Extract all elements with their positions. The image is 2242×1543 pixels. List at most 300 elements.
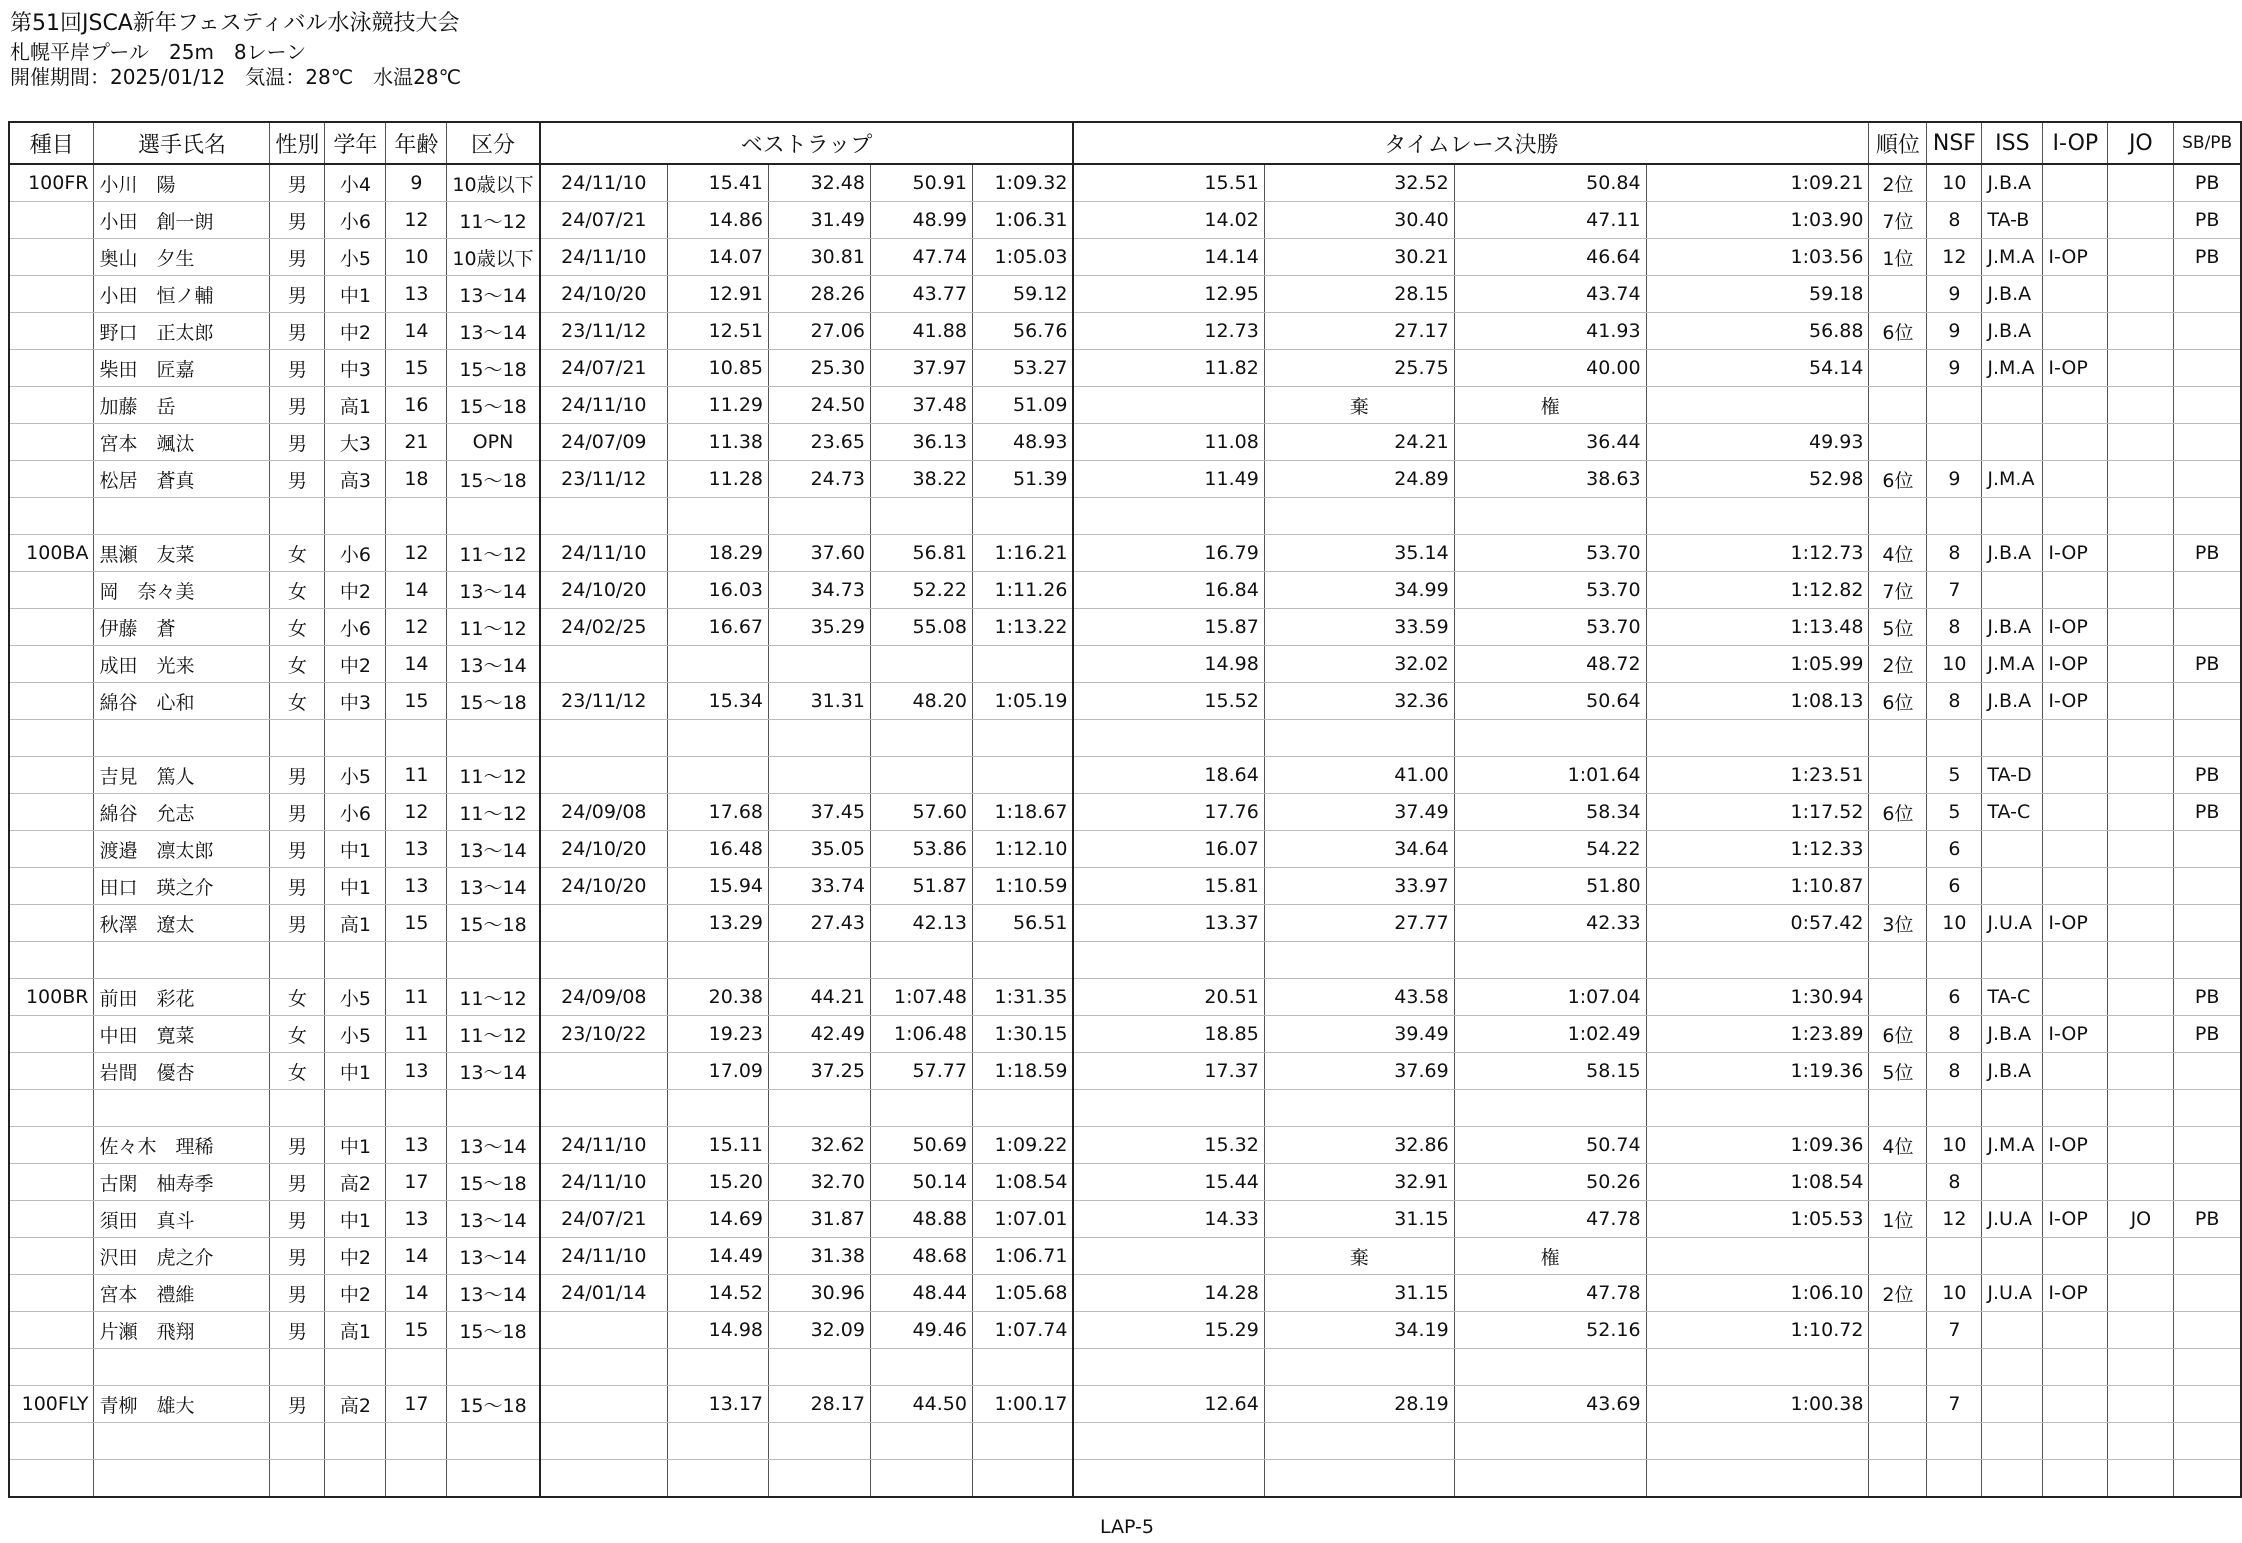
cell-final-lap1: 14.98 [1073,646,1264,683]
cell-best-date: 24/11/10 [540,1164,668,1201]
cell-division: 10歳以下 [447,239,540,276]
cell-best-lap3: 36.13 [870,424,972,461]
cell-jo [2108,609,2174,646]
cell-iop [2043,1164,2108,1201]
cell-final-lap1: 15.52 [1073,683,1264,720]
cell-rank: 5位 [1869,609,1927,646]
cell-division: 13～14 [447,868,540,905]
cell-name: 小田 恒ノ輔 [94,276,270,313]
cell-sbpb [2174,1238,2241,1275]
cell-best-lap3: 37.48 [870,387,972,424]
cell-final-lap2: 34.19 [1264,1312,1454,1349]
cell-best-time [972,1349,1073,1386]
cell-nsf: 7 [1927,1312,1982,1349]
cell-best-lap1: 15.41 [668,164,769,202]
cell-iss [1982,1386,2043,1423]
cell-best-lap3: 57.60 [870,794,972,831]
cell-best-lap1: 16.03 [668,572,769,609]
cell-iss: J.U.A [1982,905,2043,942]
cell-final-lap1 [1073,720,1264,757]
cell-grade: 小6 [325,202,386,239]
cell-best-lap2: 44.21 [769,979,871,1016]
cell-age: 11 [386,757,447,794]
cell-event [9,794,94,831]
table-row [9,1312,2241,1349]
cell-name [94,1460,270,1498]
cell-rank: 6位 [1869,313,1927,350]
cell-final-lap2: 41.00 [1264,757,1454,794]
table-row [9,1460,2241,1498]
cell-sex: 男 [270,794,325,831]
cell-best-lap1: 19.23 [668,1016,769,1053]
cell-best-lap3: 55.08 [870,609,972,646]
cell-best-lap2 [769,1090,871,1127]
cell-jo [2108,1312,2174,1349]
cell-iss: J.M.A [1982,239,2043,276]
cell-grade: 小6 [325,609,386,646]
cell-best-lap3 [870,1460,972,1498]
cell-grade: 大3 [325,424,386,461]
cell-iss [1982,1349,2043,1386]
cell-final-lap2: 34.99 [1264,572,1454,609]
cell-division [447,1460,540,1498]
cell-division [447,1090,540,1127]
cell-sex: 男 [270,387,325,424]
cell-grade: 中1 [325,1053,386,1090]
col-header-sbpb: SB/PB [2174,122,2241,164]
table-row [9,239,2241,276]
cell-best-lap2: 33.74 [769,868,871,905]
cell-best-lap3: 50.69 [870,1127,972,1164]
cell-iop [2043,461,2108,498]
cell-iss: J.B.A [1982,1053,2043,1090]
cell-name: 野口 正太郎 [94,313,270,350]
col-header-event: 種目 [9,122,94,164]
cell-rank: 2位 [1869,164,1927,202]
cell-iop: I-OP [2043,905,2108,942]
cell-event [9,942,94,979]
cell-division: 13～14 [447,313,540,350]
cell-event: 100BR [9,979,94,1016]
cell-grade: 中2 [325,313,386,350]
cell-name [94,498,270,535]
cell-final-lap3: 1:02.49 [1454,1016,1646,1053]
cell-final-time [1646,1423,1869,1460]
cell-name: 宮本 颯汰 [94,424,270,461]
cell-final-lap3: 58.34 [1454,794,1646,831]
cell-final-lap2: 43.58 [1264,979,1454,1016]
cell-nsf [1927,387,1982,424]
cell-event [9,831,94,868]
cell-best-time: 1:11.26 [972,572,1073,609]
cell-final-time: 1:10.72 [1646,1312,1869,1349]
cell-name: 佐々木 理稀 [94,1127,270,1164]
cell-jo [2108,979,2174,1016]
cell-division: 15～18 [447,387,540,424]
cell-sex: 男 [270,461,325,498]
cell-jo [2108,461,2174,498]
table-row [9,979,2241,1016]
cell-rank: 3位 [1869,905,1927,942]
cell-final-time [1646,1090,1869,1127]
cell-division [447,498,540,535]
cell-final-lap2 [1264,720,1454,757]
cell-name: 綿谷 心和 [94,683,270,720]
cell-nsf [1927,1238,1982,1275]
cell-nsf: 10 [1927,905,1982,942]
cell-iss: J.B.A [1982,535,2043,572]
col-header-iss: ISS [1982,122,2043,164]
cell-iss: J.M.A [1982,350,2043,387]
cell-best-lap2: 34.73 [769,572,871,609]
cell-name: 田口 瑛之介 [94,868,270,905]
cell-best-lap3 [870,942,972,979]
cell-name: 柴田 匠嘉 [94,350,270,387]
cell-final-lap3: 38.63 [1454,461,1646,498]
table-row [9,350,2241,387]
cell-iop: I-OP [2043,1275,2108,1312]
cell-age: 11 [386,1016,447,1053]
cell-best-lap2: 35.29 [769,609,871,646]
cell-final-time: 1:12.33 [1646,831,1869,868]
cell-final-lap3: 50.74 [1454,1127,1646,1164]
cell-final-lap3 [1454,720,1646,757]
cell-sbpb [2174,1312,2241,1349]
cell-final-lap3: 47.78 [1454,1275,1646,1312]
cell-final-lap3: 43.74 [1454,276,1646,313]
cell-division: 11～12 [447,1016,540,1053]
cell-sbpb [2174,461,2241,498]
cell-best-lap2: 30.81 [769,239,871,276]
cell-sbpb: PB [2174,164,2241,202]
cell-rank: 4位 [1869,535,1927,572]
cell-iss: TA-C [1982,794,2043,831]
cell-division: OPN [447,424,540,461]
cell-final-lap1: 12.73 [1073,313,1264,350]
cell-best-lap3: 57.77 [870,1053,972,1090]
cell-age: 17 [386,1164,447,1201]
cell-event [9,1053,94,1090]
cell-best-lap1: 16.67 [668,609,769,646]
cell-sex [270,1349,325,1386]
cell-final-lap2 [1264,1349,1454,1386]
cell-final-lap2: 棄 [1264,1238,1454,1275]
cell-iop [2043,942,2108,979]
cell-sex: 男 [270,1164,325,1201]
cell-event [9,646,94,683]
cell-division: 13～14 [447,1275,540,1312]
cell-grade: 中3 [325,350,386,387]
cell-nsf: 8 [1927,609,1982,646]
cell-final-time [1646,1238,1869,1275]
cell-best-lap1: 11.29 [668,387,769,424]
cell-final-lap2 [1264,1423,1454,1460]
cell-sbpb [2174,350,2241,387]
cell-best-lap2: 32.09 [769,1312,871,1349]
col-header-sex: 性別 [270,122,325,164]
cell-final-lap1: 16.07 [1073,831,1264,868]
cell-final-lap1 [1073,387,1264,424]
cell-sbpb [2174,1386,2241,1423]
cell-rank [1869,979,1927,1016]
cell-rank [1869,276,1927,313]
cell-iop [2043,1386,2108,1423]
cell-event [9,609,94,646]
cell-best-date: 24/09/08 [540,979,668,1016]
cell-division: 11～12 [447,609,540,646]
cell-final-lap3: 権 [1454,387,1646,424]
cell-final-time: 1:08.13 [1646,683,1869,720]
cell-best-lap3 [870,720,972,757]
cell-final-time: 1:08.54 [1646,1164,1869,1201]
cell-best-lap3: 47.74 [870,239,972,276]
cell-best-date [540,1053,668,1090]
cell-sbpb [2174,424,2241,461]
cell-best-lap3: 44.50 [870,1386,972,1423]
cell-name: 中田 寛菜 [94,1016,270,1053]
cell-event [9,313,94,350]
cell-grade: 中1 [325,868,386,905]
cell-sex: 男 [270,1201,325,1238]
table-row [9,794,2241,831]
table-row [9,387,2241,424]
cell-sex: 男 [270,350,325,387]
cell-name: 吉見 篤人 [94,757,270,794]
cell-best-lap1: 15.94 [668,868,769,905]
cell-best-time: 51.09 [972,387,1073,424]
cell-final-lap2: 31.15 [1264,1201,1454,1238]
cell-final-time [1646,498,1869,535]
cell-final-lap2: 28.15 [1264,276,1454,313]
cell-rank: 7位 [1869,202,1927,239]
cell-final-lap3: 36.44 [1454,424,1646,461]
cell-name: 秋澤 遼太 [94,905,270,942]
cell-grade: 中2 [325,572,386,609]
col-header-rank: 順位 [1869,122,1927,164]
cell-iop [2043,164,2108,202]
cell-sex: 男 [270,868,325,905]
cell-best-time: 1:00.17 [972,1386,1073,1423]
cell-nsf: 10 [1927,1127,1982,1164]
table-row [9,1090,2241,1127]
cell-best-date: 24/10/20 [540,831,668,868]
cell-jo [2108,1127,2174,1164]
cell-sbpb [2174,720,2241,757]
cell-age: 15 [386,905,447,942]
cell-final-lap1 [1073,1238,1264,1275]
cell-best-lap3: 1:07.48 [870,979,972,1016]
cell-sbpb [2174,1164,2241,1201]
cell-nsf: 8 [1927,202,1982,239]
cell-jo [2108,1053,2174,1090]
cell-best-date: 24/07/09 [540,424,668,461]
cell-best-lap2 [769,1460,871,1498]
cell-iop: I-OP [2043,239,2108,276]
cell-nsf: 9 [1927,461,1982,498]
cell-best-lap2: 24.73 [769,461,871,498]
cell-final-lap2: 25.75 [1264,350,1454,387]
cell-final-lap2: 24.89 [1264,461,1454,498]
cell-best-lap3: 48.68 [870,1238,972,1275]
cell-best-time [972,1090,1073,1127]
cell-age: 15 [386,683,447,720]
cell-rank [1869,720,1927,757]
cell-best-lap3: 52.22 [870,572,972,609]
cell-iop: I-OP [2043,535,2108,572]
cell-division: 13～14 [447,1127,540,1164]
cell-iss: J.B.A [1982,609,2043,646]
cell-best-time: 1:30.15 [972,1016,1073,1053]
cell-grade [325,1090,386,1127]
cell-final-lap1: 11.08 [1073,424,1264,461]
cell-final-lap3: 53.70 [1454,609,1646,646]
cell-rank [1869,831,1927,868]
cell-nsf: 9 [1927,350,1982,387]
col-header-grade: 学年 [325,122,386,164]
cell-iop [2043,1312,2108,1349]
cell-event [9,424,94,461]
cell-rank: 2位 [1869,1275,1927,1312]
cell-sbpb [2174,1349,2241,1386]
col-header-final: タイムレース決勝 [1073,122,1869,164]
cell-age: 14 [386,313,447,350]
cell-grade: 高2 [325,1164,386,1201]
table-row [9,609,2241,646]
cell-event [9,461,94,498]
cell-jo [2108,276,2174,313]
cell-best-lap2: 27.06 [769,313,871,350]
cell-sbpb [2174,313,2241,350]
cell-division [447,1423,540,1460]
cell-name: 岡 奈々美 [94,572,270,609]
cell-sex: 男 [270,1238,325,1275]
cell-age: 13 [386,276,447,313]
cell-event: 100BA [9,535,94,572]
cell-iss: J.U.A [1982,1275,2043,1312]
cell-final-lap1: 18.64 [1073,757,1264,794]
cell-final-time: 1:17.52 [1646,794,1869,831]
cell-rank [1869,387,1927,424]
cell-iop [2043,424,2108,461]
table-row [9,831,2241,868]
cell-best-lap1: 13.29 [668,905,769,942]
cell-final-lap2: 35.14 [1264,535,1454,572]
cell-final-time: 1:13.48 [1646,609,1869,646]
cell-sex: 男 [270,202,325,239]
cell-best-time: 1:07.74 [972,1312,1073,1349]
cell-division [447,720,540,757]
col-header-iop: I-OP [2043,122,2108,164]
cell-sex: 女 [270,979,325,1016]
cell-sex [270,942,325,979]
cell-iss: TA-D [1982,757,2043,794]
cell-age: 9 [386,164,447,202]
cell-sbpb [2174,1090,2241,1127]
cell-best-time [972,646,1073,683]
cell-division: 13～14 [447,1238,540,1275]
cell-grade: 高1 [325,1312,386,1349]
table-row [9,313,2241,350]
cell-best-lap3 [870,757,972,794]
cell-iss: TA-B [1982,202,2043,239]
cell-best-lap1: 13.17 [668,1386,769,1423]
cell-best-time: 56.76 [972,313,1073,350]
col-header-name: 選手氏名 [94,122,270,164]
cell-grade: 小5 [325,757,386,794]
cell-name: 成田 光来 [94,646,270,683]
cell-division: 13～14 [447,646,540,683]
cell-name [94,1090,270,1127]
cell-final-lap3 [1454,1090,1646,1127]
cell-sex: 男 [270,905,325,942]
cell-final-lap2: 30.40 [1264,202,1454,239]
cell-rank [1869,1164,1927,1201]
cell-division: 15～18 [447,1386,540,1423]
cell-iop [2043,1053,2108,1090]
cell-rank: 5位 [1869,1053,1927,1090]
cell-event [9,498,94,535]
cell-sex: 男 [270,313,325,350]
cell-iss [1982,720,2043,757]
cell-final-lap3: 41.93 [1454,313,1646,350]
cell-sbpb: PB [2174,794,2241,831]
cell-best-time: 1:12.10 [972,831,1073,868]
cell-jo: JO [2108,1201,2174,1238]
cell-sex: 男 [270,276,325,313]
cell-grade: 小5 [325,1016,386,1053]
document-title: 第51回JSCA新年フェスティバル水泳競技大会 [10,11,460,36]
cell-iop [2043,387,2108,424]
cell-best-time: 1:05.19 [972,683,1073,720]
cell-age [386,720,447,757]
cell-name: 岩間 優杏 [94,1053,270,1090]
cell-best-lap1: 11.28 [668,461,769,498]
cell-jo [2108,498,2174,535]
cell-division: 11～12 [447,757,540,794]
cell-grade: 小5 [325,979,386,1016]
cell-event [9,1090,94,1127]
cell-age: 14 [386,1275,447,1312]
cell-final-lap2: 棄 [1264,387,1454,424]
cell-sbpb [2174,942,2241,979]
cell-final-time [1646,942,1869,979]
cell-final-lap3: 50.26 [1454,1164,1646,1201]
cell-event [9,1423,94,1460]
cell-rank [1869,1460,1927,1498]
cell-final-lap2: 33.59 [1264,609,1454,646]
cell-best-lap3 [870,1090,972,1127]
cell-final-lap1: 16.84 [1073,572,1264,609]
cell-rank [1869,350,1927,387]
cell-sbpb [2174,1127,2241,1164]
cell-name: 小川 陽 [94,164,270,202]
cell-rank [1869,1090,1927,1127]
cell-best-lap1 [668,498,769,535]
cell-sex [270,1423,325,1460]
cell-iss [1982,1164,2043,1201]
cell-age [386,1423,447,1460]
cell-final-time: 52.98 [1646,461,1869,498]
cell-nsf [1927,1460,1982,1498]
cell-sex: 男 [270,1386,325,1423]
cell-rank [1869,757,1927,794]
cell-final-lap3: 50.84 [1454,164,1646,202]
cell-iop [2043,720,2108,757]
cell-iop: I-OP [2043,609,2108,646]
cell-final-lap1: 15.29 [1073,1312,1264,1349]
cell-final-time [1646,387,1869,424]
cell-iop [2043,868,2108,905]
